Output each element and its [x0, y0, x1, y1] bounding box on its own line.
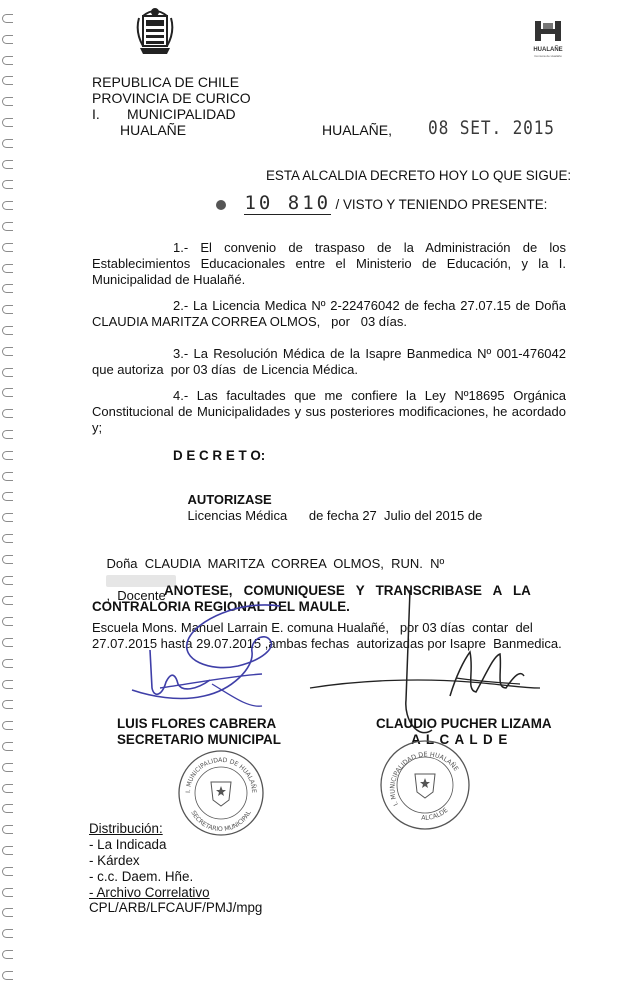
header-municipalidad: I. MUNICIPALIDAD [92, 106, 236, 122]
paragraph-2-line-1: 2.- La Licencia Medica Nº 2-22476042 de fecha 27.07.15 de Doña [173, 298, 566, 313]
binder-ring [2, 305, 13, 314]
binder-ring [2, 97, 13, 106]
city-date-label: HUALAÑE, [322, 122, 393, 138]
decreto-line-3: Escuela Mons. Manuel Larrain E. comuna Hualañé, por 03 días contar del [92, 620, 533, 635]
binder-ring [2, 56, 13, 65]
paragraph-1 [92, 240, 566, 288]
binder-ring [2, 139, 13, 148]
binder-ring [2, 784, 13, 793]
distribution-item: - Archivo Correlativo [89, 885, 210, 900]
binder-ring [2, 430, 13, 439]
binder-ring [2, 118, 13, 127]
visto-heading: / VISTO Y TENIENDO PRESENTE: [335, 197, 548, 212]
logo-subtext: Comuna de Hualañé [534, 54, 562, 58]
paragraph-4-line-2: Constitucional de Municipalidades y sus posteriores modificaciones, he acordado [92, 404, 566, 419]
decreto-line-2-a: Doña CLAUDIA MARITZA CORREA OLMOS, RUN. Nº [106, 556, 445, 571]
closing-line-2: CONTRALORIA REGIONAL DEL MAULE. [92, 599, 350, 614]
right-signature-stroke [406, 590, 432, 733]
coat-of-arms-emblem [134, 4, 176, 58]
decreto-line-4: 27.07.2015 hasta 29.07.2015 ,ambas fechas autorizadas por Isapre Banmedica. [92, 636, 562, 651]
paragraph-2 [92, 298, 566, 330]
stamp-mark-icon [216, 200, 226, 210]
logo-mark-icon [533, 20, 563, 42]
binder-ring [2, 846, 13, 855]
binder-ring [2, 929, 13, 938]
binder-ring [2, 513, 13, 522]
binder-ring [2, 368, 13, 377]
decree-intro: ESTA ALCALDIA DECRETO HOY LO QUE SIGUE: [266, 168, 572, 183]
binder-ring [2, 180, 13, 189]
decree-number-row [216, 192, 547, 214]
secretary-seal [176, 748, 266, 838]
binder-ring [2, 388, 13, 397]
right-signatory-title: A L C A L D E [411, 732, 509, 747]
binder-ring [2, 804, 13, 813]
binder-ring [2, 472, 13, 481]
binder-ring [2, 908, 13, 917]
header-provincia: PROVINCIA DE CURICO [92, 90, 251, 106]
binder-ring [2, 555, 13, 564]
seal-right-top-text: I. MUNICIPALIDAD DE HUALAÑE [388, 750, 461, 808]
autorizase-label: AUTORIZASE [187, 492, 272, 507]
binder-ring [2, 825, 13, 834]
distribution-item: - Kárdex [89, 853, 140, 868]
header-hualane: HUALAÑE [120, 122, 187, 138]
decreto-line-1-text: Licencias Médica de fecha 27 Julio del 2015 de [187, 508, 483, 523]
binder-ring [2, 14, 13, 23]
binder-ring [2, 492, 13, 501]
binder-ring [2, 888, 13, 897]
seal-left-top-text: I. MUNICIPALIDAD DE HUALAÑE [184, 756, 258, 794]
svg-text:ALCALDE [421, 806, 449, 822]
paragraph-4-line-3: y; [92, 420, 103, 435]
left-signature-stroke [132, 605, 280, 699]
binder-ring [2, 201, 13, 210]
left-signatory-title: SECRETARIO MUNICIPAL [117, 732, 281, 747]
distribution-title: Distribución: [89, 821, 163, 836]
paragraph-4-line-1: 4.- Las facultades que me confiere la Ley Nº18695 Orgánica [173, 388, 566, 403]
seal-right-bottom-text: ALCALDE [421, 806, 450, 822]
binder-ring [2, 76, 13, 85]
paragraph-1-line-3: Municipalidad de Hualañé. [92, 272, 246, 287]
binder-ring [2, 971, 13, 980]
svg-text:I. MUNICIPALIDAD DE HUALAÑE [185, 757, 259, 793]
binder-ring [2, 950, 13, 959]
binder-ring [2, 409, 13, 418]
paragraph-1-line-2: Establecimientos Educacionales entre el Ministerio de Educación, y la I. [92, 256, 566, 271]
logo-text: HUALAÑE [533, 47, 563, 53]
decreto-line-2-b: , Docente [106, 588, 166, 603]
distribution-initials: CPL/ARB/LFCAUF/PMJ/mpg [89, 900, 263, 915]
mayor-seal [378, 738, 472, 832]
binder-ring [2, 264, 13, 273]
binder-ring [2, 763, 13, 772]
binder-ring [2, 35, 13, 44]
decreto-line-1 [92, 476, 566, 540]
binder-ring [2, 867, 13, 876]
svg-text:SECRETARIO MUNICIPAL [189, 809, 253, 833]
paragraph-3-line-1: 3.- La Resolución Médica de la Isapre Banmedica Nº 001-476042 [173, 346, 566, 361]
binder-ring [2, 284, 13, 293]
paragraph-3 [92, 346, 566, 378]
hualane-logo [528, 20, 568, 58]
date-stamp: 08 SET. 2015 [428, 117, 555, 139]
binder-ring [2, 160, 13, 169]
paragraph-4 [92, 388, 566, 436]
binder-ring [2, 222, 13, 231]
binder-ring [2, 326, 13, 335]
decree-number-stamp: 10 810 [244, 192, 332, 214]
binder-ring [2, 451, 13, 460]
paragraph-1-line-1: 1.- El convenio de traspaso de la Administración de los [173, 240, 566, 255]
distribution-item: - c.c. Daem. Hñe. [89, 869, 194, 884]
distribution-item: - La Indicada [89, 837, 167, 852]
binder-ring [2, 243, 13, 252]
binder-ring [2, 347, 13, 356]
decreto-heading: D E C R E T O: [173, 448, 266, 463]
paragraph-3-line-2: que autoriza por 03 días de Licencia Médica. [92, 362, 358, 377]
closing-line-1: ANOTESE, COMUNIQUESE Y TRANSCRIBASE A LA [164, 583, 531, 598]
right-signatory-name: CLAUDIO PUCHER LIZAMA [376, 716, 552, 731]
paragraph-2-line-2: CLAUDIA MARITZA CORREA OLMOS, por 03 días. [92, 314, 407, 329]
seal-left-bottom-text: SECRETARIO MUNICIPAL [189, 809, 253, 834]
binder-ring [2, 534, 13, 543]
header-republica: REPUBLICA DE CHILE [92, 74, 240, 90]
left-signatory-name: LUIS FLORES CABRERA [117, 716, 277, 731]
